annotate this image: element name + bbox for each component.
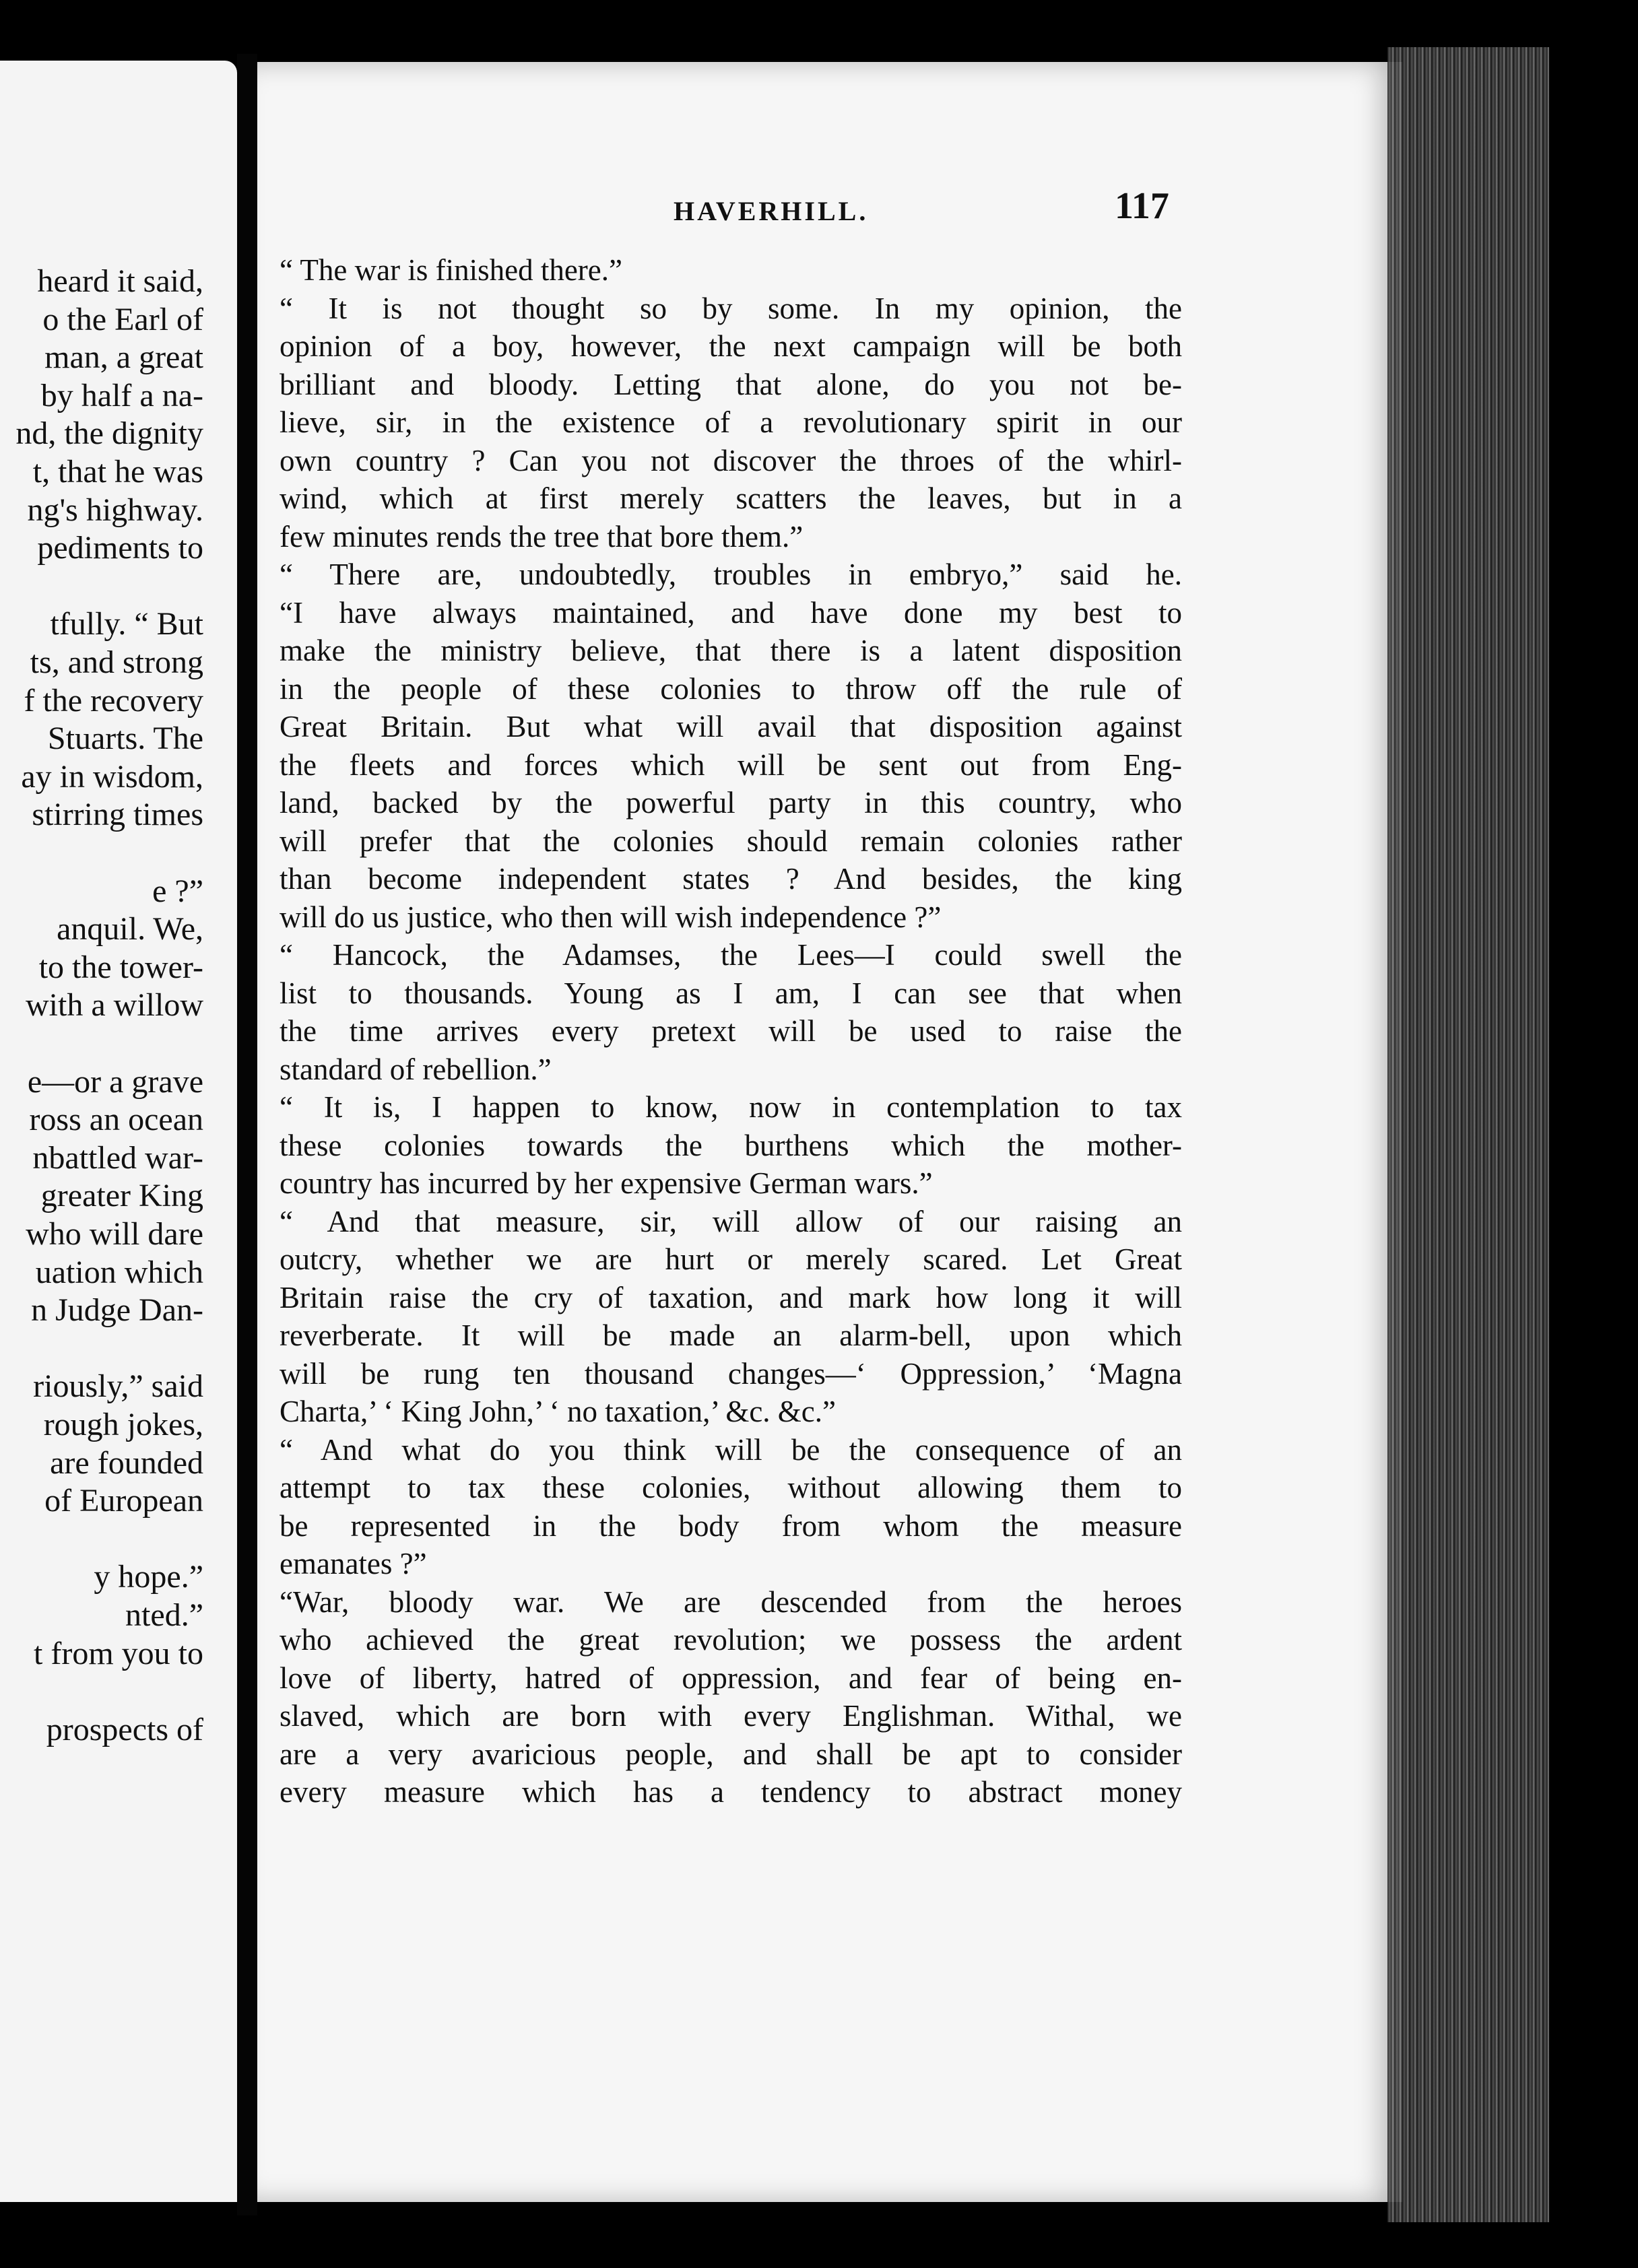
page-edges [1387,47,1549,2222]
text-line: “ It is not thought so by some. In my opinion, the [280,291,1182,325]
text-line: love of liberty, hatred of oppression, and fear of being en- [280,1661,1182,1695]
text-line: lieve, sir, in the existence of a revolutionary spirit in our [280,405,1182,439]
text-line: “ And that measure, sir, will allow of our raising an [280,1204,1182,1238]
text-line: will prefer that the colonies should remain colonies rather [280,824,1182,858]
left-page-line: uation which [35,1254,203,1290]
left-page-line: t from you to [34,1635,203,1671]
text-line: own country ? Can you not discover the throes of the whirl- [280,443,1182,477]
text-line: “ And what do you think will be the consequence of an [280,1432,1182,1467]
page-number: 117 [1115,185,1169,227]
left-page-line: heard it said, [37,263,203,299]
left-page-line: rough jokes, [43,1407,203,1442]
left-page-line: tfully. “ But [50,606,203,642]
text-line: in the people of these colonies to throw off the rule of [280,671,1182,706]
book-gutter [237,54,257,2215]
text-line: “ The war is finished there.” [280,253,622,287]
text-line: Charta,’ ‘ King John,’ ‘ no taxation,’ &c. &c.” [280,1395,836,1428]
left-page-line: pediments to [37,530,203,566]
text-line: are a very avaricious people, and shall be apt to consider [280,1737,1182,1771]
text-line: will be rung ten thousand changes—‘ Oppression,’ ‘Magna [280,1356,1182,1391]
left-page-line: anquil. We, [57,911,203,947]
text-line: outcry, whether we are hurt or merely scared. Let Great [280,1242,1182,1276]
text-line: opinion of a boy, however, the next campaign will be both [280,329,1182,363]
text-line: than become independent states ? And besides, the king [280,862,1182,896]
text-line: Britain raise the cry of taxation, and mark how long it will [280,1280,1182,1314]
left-page-line: ross an ocean [29,1102,203,1138]
left-page-line: nted.” [125,1597,203,1633]
text-line: land, backed by the powerful party in this country, who [280,786,1182,820]
text-line: slaved, which are born with every Englishman. Withal, we [280,1699,1182,1733]
left-page-line: y hope.” [94,1559,203,1595]
left-page-line: e—or a grave [27,1063,203,1100]
text-line: Great Britain. But what will avail that disposition against [280,710,1182,743]
text-line: list to thousands. Young as I am, I can see that when [280,976,1182,1010]
left-page-line: with a willow [26,987,203,1024]
text-line: will do us justice, who then will wish independence ?” [280,900,942,934]
left-page-line: ay in wisdom, [21,758,203,795]
left-page-line: nbattled war- [32,1139,203,1176]
text-line: be represented in the body from whom the measure [280,1508,1182,1543]
left-page-line: f the recovery [24,682,203,719]
text-line: attempt to tax these colonies, without allowing them to [280,1471,1182,1504]
text-line: brilliant and bloody. Letting that alone, do you not be- [280,367,1182,401]
left-page-line: are founded [50,1444,203,1481]
left-page-line: of European [44,1483,203,1519]
left-page-line: man, a great [44,339,203,376]
left-page-line: t, that he was [32,454,203,490]
left-page-line: Stuarts. The [47,721,203,757]
left-page-line: greater King [40,1178,203,1214]
left-page-line: e ?” [152,873,203,909]
body-text [280,251,1182,1811]
text-line: standard of rebellion.” [280,1052,552,1086]
text-line: “ There are, undoubtedly, troubles in embryo,” said he. [280,558,1182,591]
left-page-line: prospects of [46,1711,203,1747]
text-line: reverberate. It will be made an alarm-bell, upon which [280,1319,1182,1352]
left-page-line: by half a na- [40,377,203,413]
left-page [0,61,237,2202]
running-head: HAVERHILL. [674,196,869,226]
left-page-line: ts, and strong [30,644,203,680]
left-page-line: who will dare [26,1216,203,1252]
left-page-line: ng's highway. [27,492,203,528]
left-page-line: stirring times [32,797,203,833]
left-page-line: n Judge Dan- [31,1292,203,1329]
text-line: emanates ?” [280,1547,427,1580]
text-line: wind, which at first merely scatters the leaves, but in a [280,481,1182,515]
text-line: “I have always maintained, and have done my best to [280,595,1182,630]
text-line: the fleets and forces which will be sent out from Eng- [280,747,1182,782]
text-line: make the ministry believe, that there is a latent disposition [280,634,1182,667]
text-line: every measure which has a tendency to abstract money [280,1775,1182,1809]
text-line: “ Hancock, the Adamses, the Lees—I could swell the [280,938,1182,972]
text-line: few minutes rends the tree that bore them.” [280,519,804,554]
text-line: “ It is, I happen to know, now in contemplation to tax [280,1090,1182,1124]
text-line: these colonies towards the burthens which the mother- [280,1128,1182,1162]
left-page-line: o the Earl of [42,301,203,337]
left-page-line: to the tower- [38,949,203,985]
text-line: who achieved the great revolution; we possess the ardent [280,1623,1182,1657]
left-page-line: nd, the dignity [15,415,203,452]
text-line: country has incurred by her expensive German wars.” [280,1166,933,1200]
left-page-line: riously,” said [33,1368,203,1405]
text-line: the time arrives every pretext will be used to raise the [280,1014,1182,1048]
text-line: “War, bloody war. We are descended from the heroes [280,1585,1182,1619]
